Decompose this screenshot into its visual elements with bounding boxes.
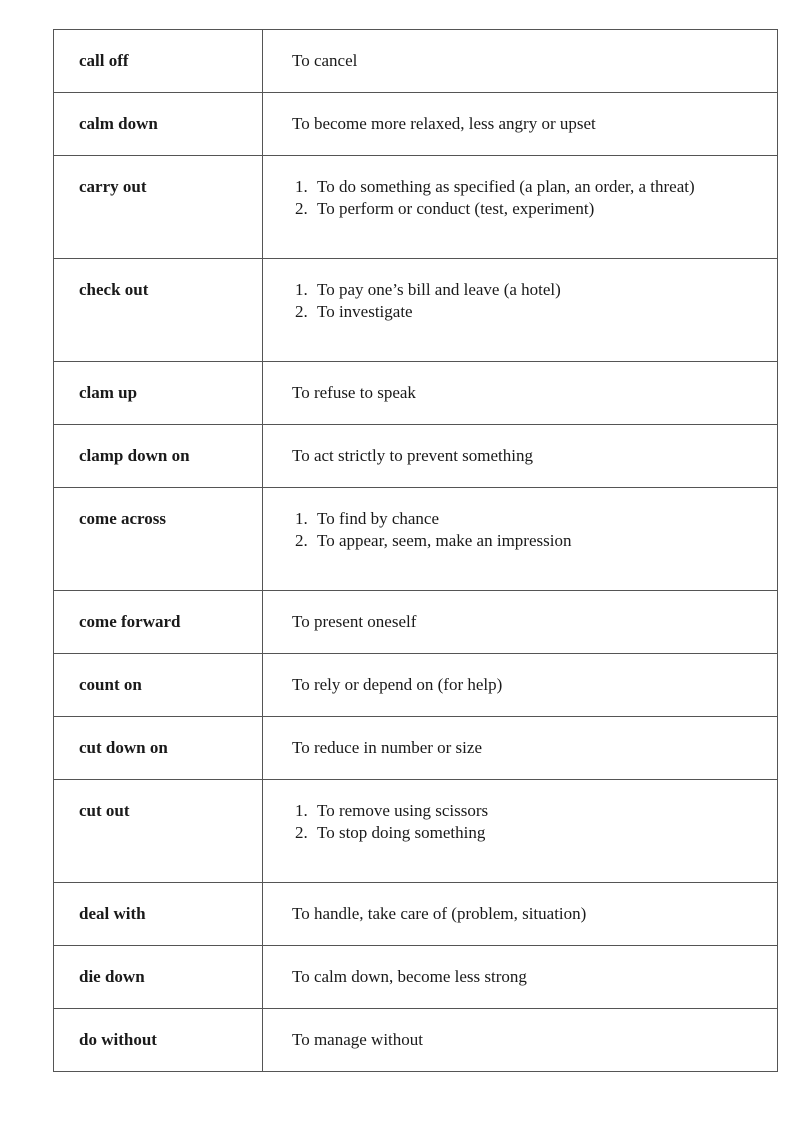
term-cell xyxy=(54,883,263,946)
term-cell xyxy=(54,591,263,654)
definition-cell xyxy=(263,30,778,93)
term-cell xyxy=(54,259,263,362)
table-row xyxy=(54,362,778,425)
phrasal-verbs-table xyxy=(53,29,778,1072)
definition-cell xyxy=(263,780,778,883)
definition-text: To calm down, become less strong xyxy=(292,967,527,986)
phrasal-verb-term: do without xyxy=(79,1030,157,1049)
definition-cell xyxy=(263,425,778,488)
term-cell xyxy=(54,946,263,1009)
phrasal-verb-term: calm down xyxy=(79,114,158,133)
definition-list-item: 2. To stop doing something xyxy=(312,822,777,844)
phrasal-verb-term: check out xyxy=(79,280,149,299)
definition-cell xyxy=(263,591,778,654)
definition-list-item: 2. To investigate xyxy=(312,301,777,323)
definition-text: To present oneself xyxy=(292,612,417,631)
definition-cell xyxy=(263,883,778,946)
term-cell xyxy=(54,654,263,717)
term-cell xyxy=(54,1009,263,1072)
table-row xyxy=(54,946,778,1009)
definition-list-item: 1. To pay one’s bill and leave (a hotel) xyxy=(312,279,777,301)
term-cell xyxy=(54,780,263,883)
phrasal-verb-term: cut down on xyxy=(79,738,168,757)
term-cell xyxy=(54,425,263,488)
phrasal-verb-term: count on xyxy=(79,675,142,694)
table-row xyxy=(54,591,778,654)
table-row xyxy=(54,717,778,780)
definition-list xyxy=(263,156,777,220)
table-row xyxy=(54,30,778,93)
term-cell xyxy=(54,93,263,156)
definition-cell xyxy=(263,946,778,1009)
definition-list xyxy=(263,488,777,552)
definition-list-item: 2. To perform or conduct (test, experiment) xyxy=(312,198,777,220)
definition-text: To rely or depend on (for help) xyxy=(292,675,503,694)
term-cell xyxy=(54,717,263,780)
table-row xyxy=(54,1009,778,1072)
table-row xyxy=(54,883,778,946)
definition-cell xyxy=(263,93,778,156)
phrasal-verb-term: deal with xyxy=(79,904,146,923)
term-cell xyxy=(54,488,263,591)
term-cell xyxy=(54,30,263,93)
definition-cell xyxy=(263,717,778,780)
definition-text: To refuse to speak xyxy=(292,383,416,402)
phrasal-verb-term: die down xyxy=(79,967,145,986)
definition-list-item: 2. To appear, seem, make an impression xyxy=(312,530,777,552)
definition-cell xyxy=(263,362,778,425)
definition-list-item: 1. To do something as specified (a plan, an order, a threat) xyxy=(312,176,777,198)
phrasal-verb-term: clamp down on xyxy=(79,446,190,465)
table-row xyxy=(54,780,778,883)
definition-cell xyxy=(263,259,778,362)
table-row xyxy=(54,488,778,591)
definition-cell xyxy=(263,1009,778,1072)
table-body xyxy=(54,30,778,1072)
phrasal-verb-term: cut out xyxy=(79,801,130,820)
definition-list xyxy=(263,259,777,323)
table-row xyxy=(54,156,778,259)
phrasal-verb-term: come forward xyxy=(79,612,181,631)
definition-text: To handle, take care of (problem, situation) xyxy=(292,904,587,923)
term-cell xyxy=(54,362,263,425)
definition-text: To act strictly to prevent something xyxy=(292,446,534,465)
definition-cell xyxy=(263,156,778,259)
table-row xyxy=(54,425,778,488)
definition-cell xyxy=(263,488,778,591)
term-cell xyxy=(54,156,263,259)
definition-text: To reduce in number or size xyxy=(292,738,482,757)
definition-list xyxy=(263,780,777,844)
definition-list-item: 1. To find by chance xyxy=(312,508,777,530)
definition-text: To manage without xyxy=(292,1030,424,1049)
phrasal-verb-term: clam up xyxy=(79,383,138,402)
phrasal-verb-term: call off xyxy=(79,51,129,70)
definition-text: To cancel xyxy=(292,51,358,70)
phrasal-verb-term: carry out xyxy=(79,177,147,196)
definition-list-item: 1. To remove using scissors xyxy=(312,800,777,822)
table-row xyxy=(54,654,778,717)
definition-text: To become more relaxed, less angry or upset xyxy=(292,114,596,133)
definition-cell xyxy=(263,654,778,717)
table-row xyxy=(54,93,778,156)
table-row xyxy=(54,259,778,362)
phrasal-verb-term: come across xyxy=(79,509,167,528)
